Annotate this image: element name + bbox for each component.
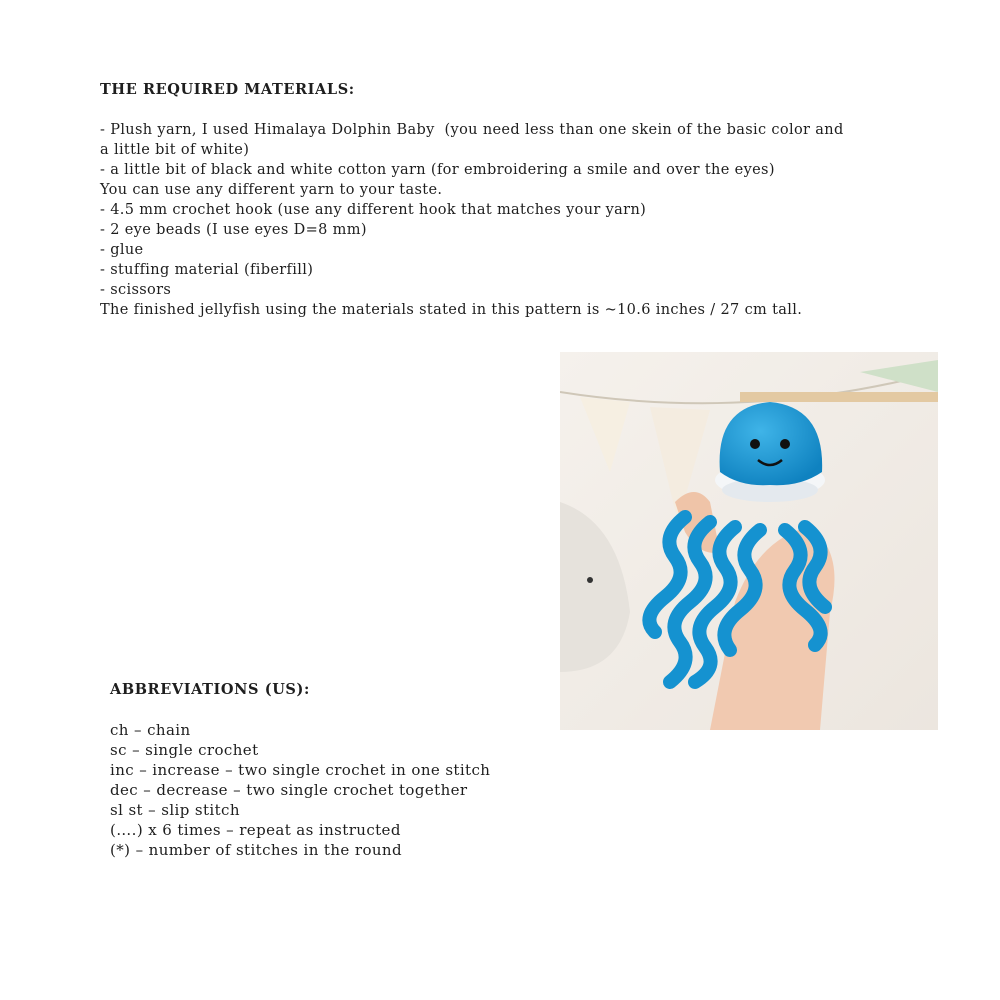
materials-list [100, 120, 920, 320]
materials-line: - Plush yarn, I used Himalaya Dolphin Baby (you need less than one skein of the basic color and [100, 122, 844, 138]
materials-heading: THE REQUIRED MATERIALS: [100, 81, 355, 98]
materials-line: - stuffing material (fiberfill) [100, 262, 314, 278]
abbreviations-section [110, 680, 550, 860]
abbreviation-item: (*) – number of stitches in the round [110, 841, 402, 859]
materials-line: - 2 eye beads (I use eyes D=8 mm) [100, 222, 367, 238]
materials-line: a little bit of white) [100, 142, 250, 158]
abbreviation-item: dec – decrease – two single crochet together [110, 781, 468, 799]
abbreviation-item: sl st – slip stitch [110, 801, 240, 819]
abbreviations-list [110, 720, 550, 860]
abbreviation-item: ch – chain [110, 721, 191, 739]
abbreviation-item: (….) x 6 times – repeat as instructed [110, 821, 401, 839]
materials-line: - 4.5 mm crochet hook (use any different hook that matches your yarn) [100, 202, 647, 218]
materials-line: - glue [100, 242, 144, 258]
materials-line: The finished jellyfish using the materials stated in this pattern is ~10.6 inches / 27 cm tall. [100, 302, 803, 318]
jellyfish-photo [560, 352, 938, 730]
materials-line: - a little bit of black and white cotton yarn (for embroidering a smile and over the eyes) [100, 162, 775, 178]
abbreviations-heading: ABBREVIATIONS (US): [110, 681, 310, 698]
abbreviation-item: sc – single crochet [110, 741, 259, 759]
materials-section [100, 80, 920, 320]
abbreviation-item: inc – increase – two single crochet in one stitch [110, 761, 491, 779]
materials-line: You can use any different yarn to your taste. [100, 182, 443, 198]
materials-line: - scissors [100, 282, 172, 298]
jellyfish-illustration [560, 352, 938, 730]
